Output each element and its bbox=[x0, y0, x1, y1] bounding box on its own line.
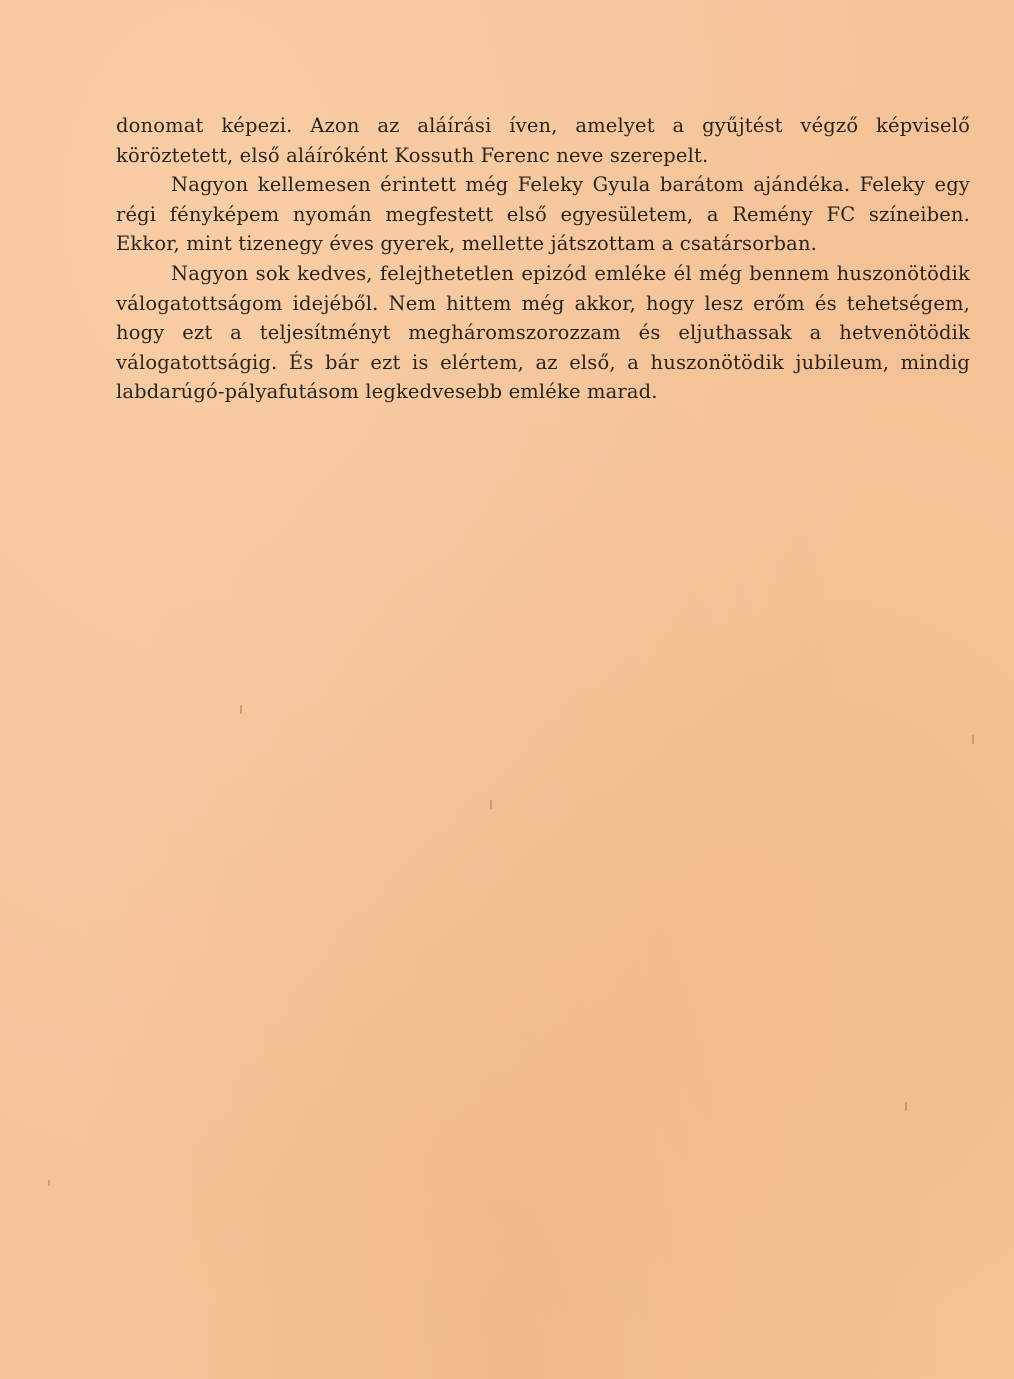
paper-speck bbox=[48, 1180, 50, 1186]
body-text bbox=[116, 111, 970, 407]
paper-speck bbox=[905, 1102, 907, 1111]
paragraph: Nagyon kellemesen érintett még Feleky Gyula barátom ajándéka. Feleky egy régi fényképem nyomán megfestett első egyesületem, a Remény FC színeiben. Ekkor, mint tizenegy éves gyerek, mellette játszottam a csatársorban. bbox=[116, 173, 970, 256]
paper-speck bbox=[972, 735, 974, 744]
paragraph-continued: donomat képezi. Azon az aláírási íven, amelyet a gyűjtést végző képviselő köröztetett, első aláíróként Kossuth Ferenc neve szerepelt. bbox=[116, 114, 970, 167]
paper-speck bbox=[490, 800, 492, 809]
paper-speck bbox=[240, 705, 242, 714]
paragraph: Nagyon sok kedves, felejthetetlen epizód emléke él még bennem huszonötödik válogatottságom idejéből. Nem hittem még akkor, hogy lesz erőm és tehetségem, hogy ezt a teljesítményt megháromszorozzam és eljuthassak a hetvenötödik válogatottságig. És bár ezt is elértem, az első, a huszonötödik jubileum, mindig labdarúgó-pályafutásom legkedvesebb emléke marad. bbox=[116, 261, 970, 404]
